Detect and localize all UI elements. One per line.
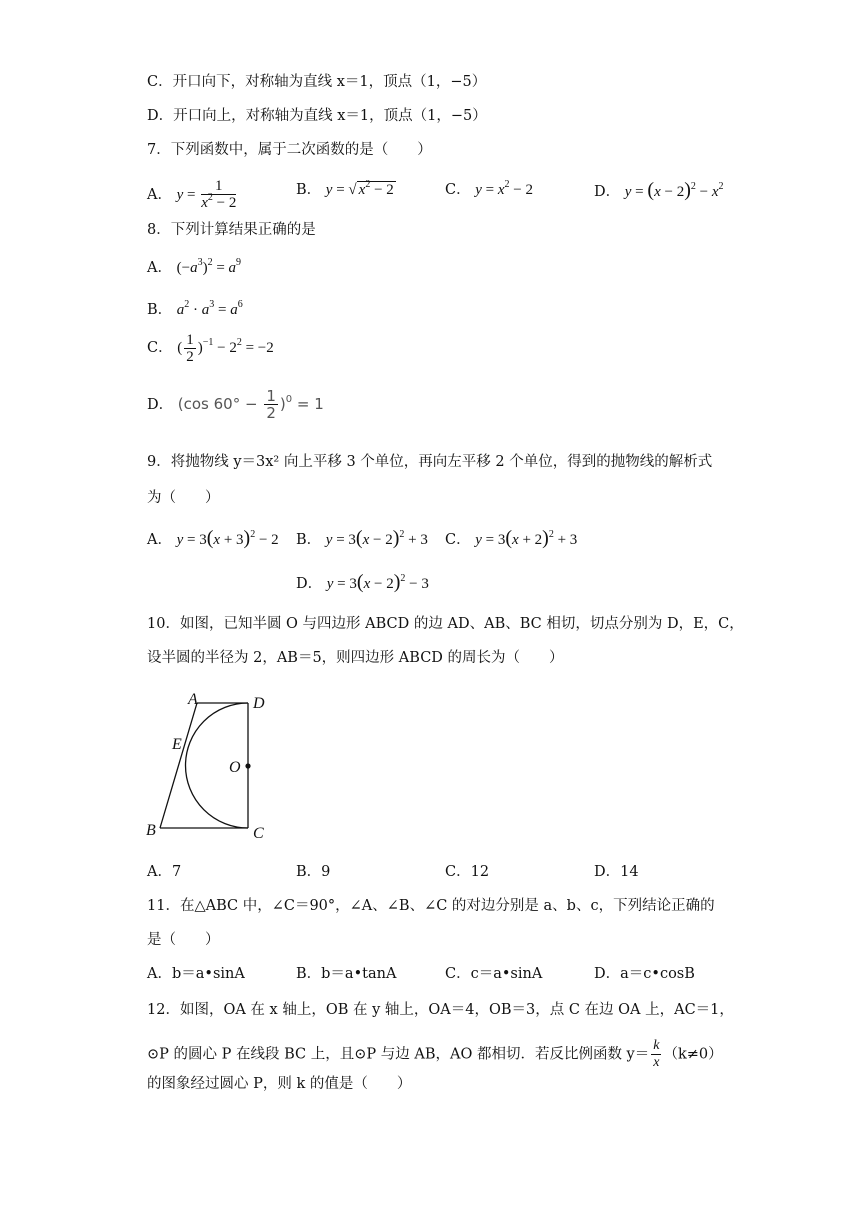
q7-option-d: D． $y = (x - 2)^2 - x^2$ [594,179,724,201]
q8-option-a: A． $(-a^3)^2 = a^9$ [147,257,242,276]
q11-stem-line1: 11．在△ABC 中，∠C＝90°，∠A、∠B、∠C 的对边分别是 a、b、c，下列结论正确的 [147,898,715,914]
q10-option-a: A．7 [147,864,182,880]
q11-option-a: A．b＝a•sinA [147,966,245,982]
q10-option-d: D．14 [594,864,639,880]
q11-stem-line2: 是（ ） [147,932,220,948]
q10-figure [140,690,280,850]
q9-stem-line2: 为（ ） [147,490,220,506]
label-d: D [253,695,265,712]
edge-ab [160,703,197,828]
q12-frac-num: k [653,1038,660,1053]
center-o-dot [245,763,250,768]
label-b: B [146,822,156,839]
q12-stem-line1: 12．如图，OA 在 x 轴上，OB 在 y 轴上，OA＝4，OB＝3，点 C 在边 OA 上，AC＝1， [147,1002,734,1018]
q9-option-c: C． $y = 3(x + 2)^2 + 3$ [445,527,578,549]
q9-option-b: B． $y = 3(x - 2)^2 + 3$ [296,527,428,549]
q12-stem-line3: 的图象经过圆心 P，则 k 的值是（ ） [147,1076,412,1092]
q8-option-c: C． ( $\frac{1}{2}$ )$^{-1} - 2^2 = -2$ [147,332,274,365]
q9-option-d: D． $y = 3(x - 2)^2 - 3$ [296,571,429,593]
label-o: O [229,759,241,776]
q7-option-a: A． y = $\frac{1}{x^2 - 2}$ [147,178,237,211]
q12-frac-den: x [653,1055,660,1070]
q10-stem-line1: 10．如图，已知半圆 O 与四边形 ABCD 的边 AD、AB、BC 相切，切点分别为 D，E，C， [147,616,744,632]
q10-option-b: B．9 [296,864,331,880]
q10-option-c: C．12 [445,864,490,880]
q8-stem: 8．下列计算结果正确的是 [147,222,316,238]
q8-option-b: B． $a^2 \cdot a^3 = a^6$ [147,299,243,318]
q8-option-d: D． (cos 60° − $\frac{1}{2}$ )$^0$ = 1 [147,387,324,422]
q11-option-b: B．b＝a•tanA [296,966,397,982]
q9-option-a: A． $y = 3(x + 3)^2 - 2$ [147,527,279,549]
q7-stem: 7．下列函数中，属于二次函数的是（ ） [147,142,432,158]
q11-option-c: C．c＝a•sinA [445,966,543,982]
q7-option-b: B． y = √ $x^2 - 2$ [296,179,394,198]
label-c: C [253,825,264,842]
q9-stem-line1: 9．将抛物线 y＝3x² 向上平移 3 个单位，再向左平移 2 个单位，得到的抛物线的解析式 [147,454,713,470]
q12-stem-line2: ⊙P 的圆心 P 在线段 BC 上，且⊙P 与边 AB，AO 都相切．若反比例函数 y＝ $\frac{k}{x}$ （k≠0） [147,1038,723,1070]
q6-option-c: C．开口向下，对称轴为直线 x＝1，顶点（1，−5） [147,74,487,90]
q10-stem-line2: 设半圆的半径为 2，AB＝5，则四边形 ABCD 的周长为（ ） [147,650,564,666]
q11-option-d: D．a＝c•cosB [594,966,695,982]
label-e: E [172,736,182,753]
label-a: A [188,691,198,708]
q6-option-d: D．开口向上，对称轴为直线 x＝1，顶点（1，−5） [147,108,487,124]
q7-option-c: C． $y = x^2 - 2$ [445,179,533,198]
